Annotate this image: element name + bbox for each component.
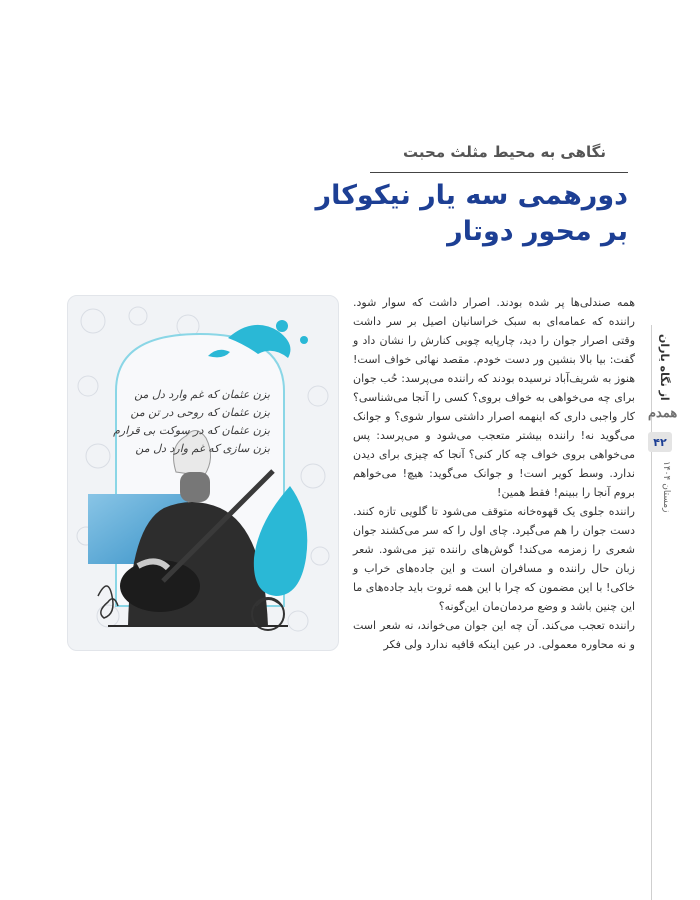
illustration-art (68, 296, 338, 650)
magazine-logo: همدم (648, 406, 678, 421)
article-illustration (67, 295, 339, 651)
issue-label: زمستان ۱۴۰۴ (661, 461, 671, 513)
title-line-1: دورهمی سه یار نیکوکار (315, 180, 628, 211)
article-title (308, 178, 628, 250)
paragraph: همه صندلی‌ها پر شده بودند. اصرار داشت که سوار شود. راننده که عمامه‌ای به سبک خراسانیان اصیل بر سر داشت وقتی اصرار جوان را دید، چارپایه چوبی کنارش را نشان داد و گفت: بیا بالا بنشین ور دست خودم. مقصد نهائی خواف است! هنوز به شریف‌آباد نرسیده بودند که راننده می‌پرسد: حُب جوان برای چه می‌خواهی به خواف بروی؟ کسی را آنجا می‌شناسی؟ کار واجبی داری که اینهمه اصرار داشتی سوار شوی؟ و جوانک می‌گوید نه! راننده بیشتر متعجب می‌شود و می‌پرسد: پس می‌خواهی بروی خواف چه کار کنی؟ آنجا که چیزی برای دیدن ندارد. وسط کویر است! و جوانک می‌گوید: هیچ! می‌خواهم بروم آنجا را ببینم! فقط همین! (353, 296, 635, 499)
article-kicker: نگاهی به محیط مثلث محبت (403, 143, 606, 161)
poem-line: بزن سازی که غم وارد دل من (135, 442, 270, 455)
article-body (353, 293, 635, 654)
header-divider (370, 172, 628, 173)
poem-line: بزن عثمان که غم وارد دل من (134, 388, 270, 401)
poem-line: بزن عثمان که روحی در تن من (130, 406, 270, 419)
section-label: از نگاه یاران (658, 333, 671, 401)
poem-line: بزن عثمان که در سوکت بی قرارم (113, 424, 270, 437)
paragraph: راننده تعجب می‌کند. آن چه این جوان می‌خواند، نه شعر است و نه محاوره معمولی. در عین اینکه قافیه ندارد ولی فکر (353, 619, 635, 651)
paragraph: راننده جلوی یک قهوه‌خانه متوقف می‌شود تا گلویی تازه کنند. دست جوان را هم می‌گیرد. چای اول را که سر می‌کشند جوان شعری را زمزمه می‌کند! گوش‌های راننده تیز می‌شود. شعر زبان حال راننده و مسافران است و این جاده‌های خراب و خاکی! با این مضمون که چرا با این همه ثروت باید جاده‌های ما این چنین باشد و وضع مردمان‌مان این‌گونه؟ (353, 505, 635, 613)
page-number-badge: ۴۲ (648, 432, 672, 452)
title-line-2: بر محور دوتار (447, 216, 628, 247)
calligraphy-poem (113, 386, 270, 458)
